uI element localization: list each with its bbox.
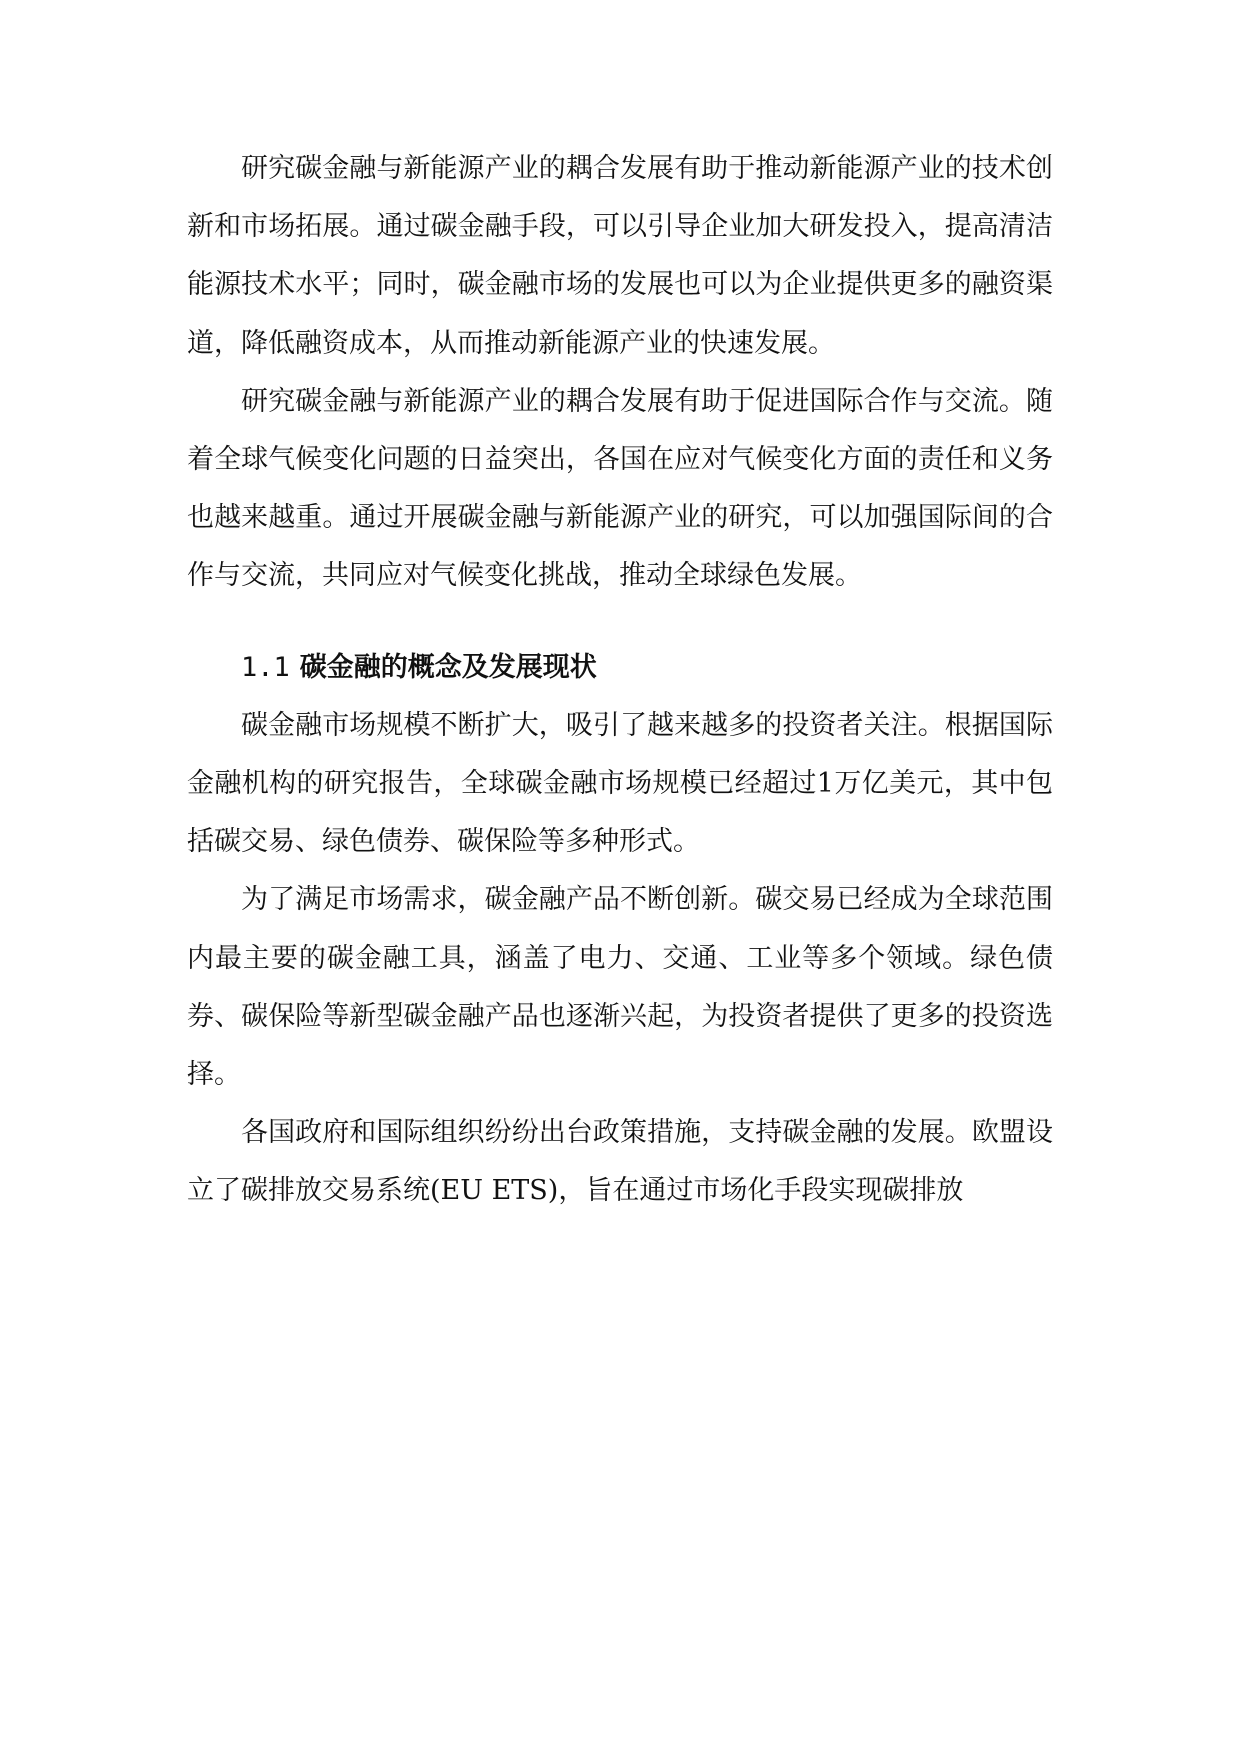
section-title: 碳金融的概念及发展现状 (299, 651, 597, 683)
document-body (187, 140, 1053, 1221)
paragraph: 研究碳金融与新能源产业的耦合发展有助于促进国际合作与交流。随着全球气候变化问题的日益突出，各国在应对气候变化方面的责任和义务也越来越重。通过开展碳金融与新能源产业的研究，可以加强国际间的合作与交流，共同应对气候变化挑战，推动全球绿色发展。 (187, 385, 1053, 592)
paragraph: 各国政府和国际组织纷纷出台政策措施，支持碳金融的发展。欧盟设立了碳排放交易系统(EU ETS)，旨在通过市场化手段实现碳排放 (187, 1117, 1053, 1207)
paragraph: 为了满足市场需求，碳金融产品不断创新。碳交易已经成为全球范围内最主要的碳金融工具，涵盖了电力、交通、工业等多个领域。绿色债券、碳保险等新型碳金融产品也逐渐兴起，为投资者提供了更多的投资选择。 (187, 884, 1053, 1091)
section-number: 1.1 (241, 651, 290, 683)
section-heading (187, 639, 1053, 697)
paragraph: 研究碳金融与新能源产业的耦合发展有助于推动新能源产业的技术创新和市场拓展。通过碳金融手段，可以引导企业加大研发投入，提高清洁能源技术水平；同时，碳金融市场的发展也可以为企业提供更多的融资渠道，降低融资成本，从而推动新能源产业的快速发展。 (187, 153, 1053, 359)
paragraph: 碳金融市场规模不断扩大，吸引了越来越多的投资者关注。根据国际金融机构的研究报告，全球碳金融市场规模已经超过1万亿美元，其中包括碳交易、绿色债券、碳保险等多种形式。 (187, 709, 1053, 858)
